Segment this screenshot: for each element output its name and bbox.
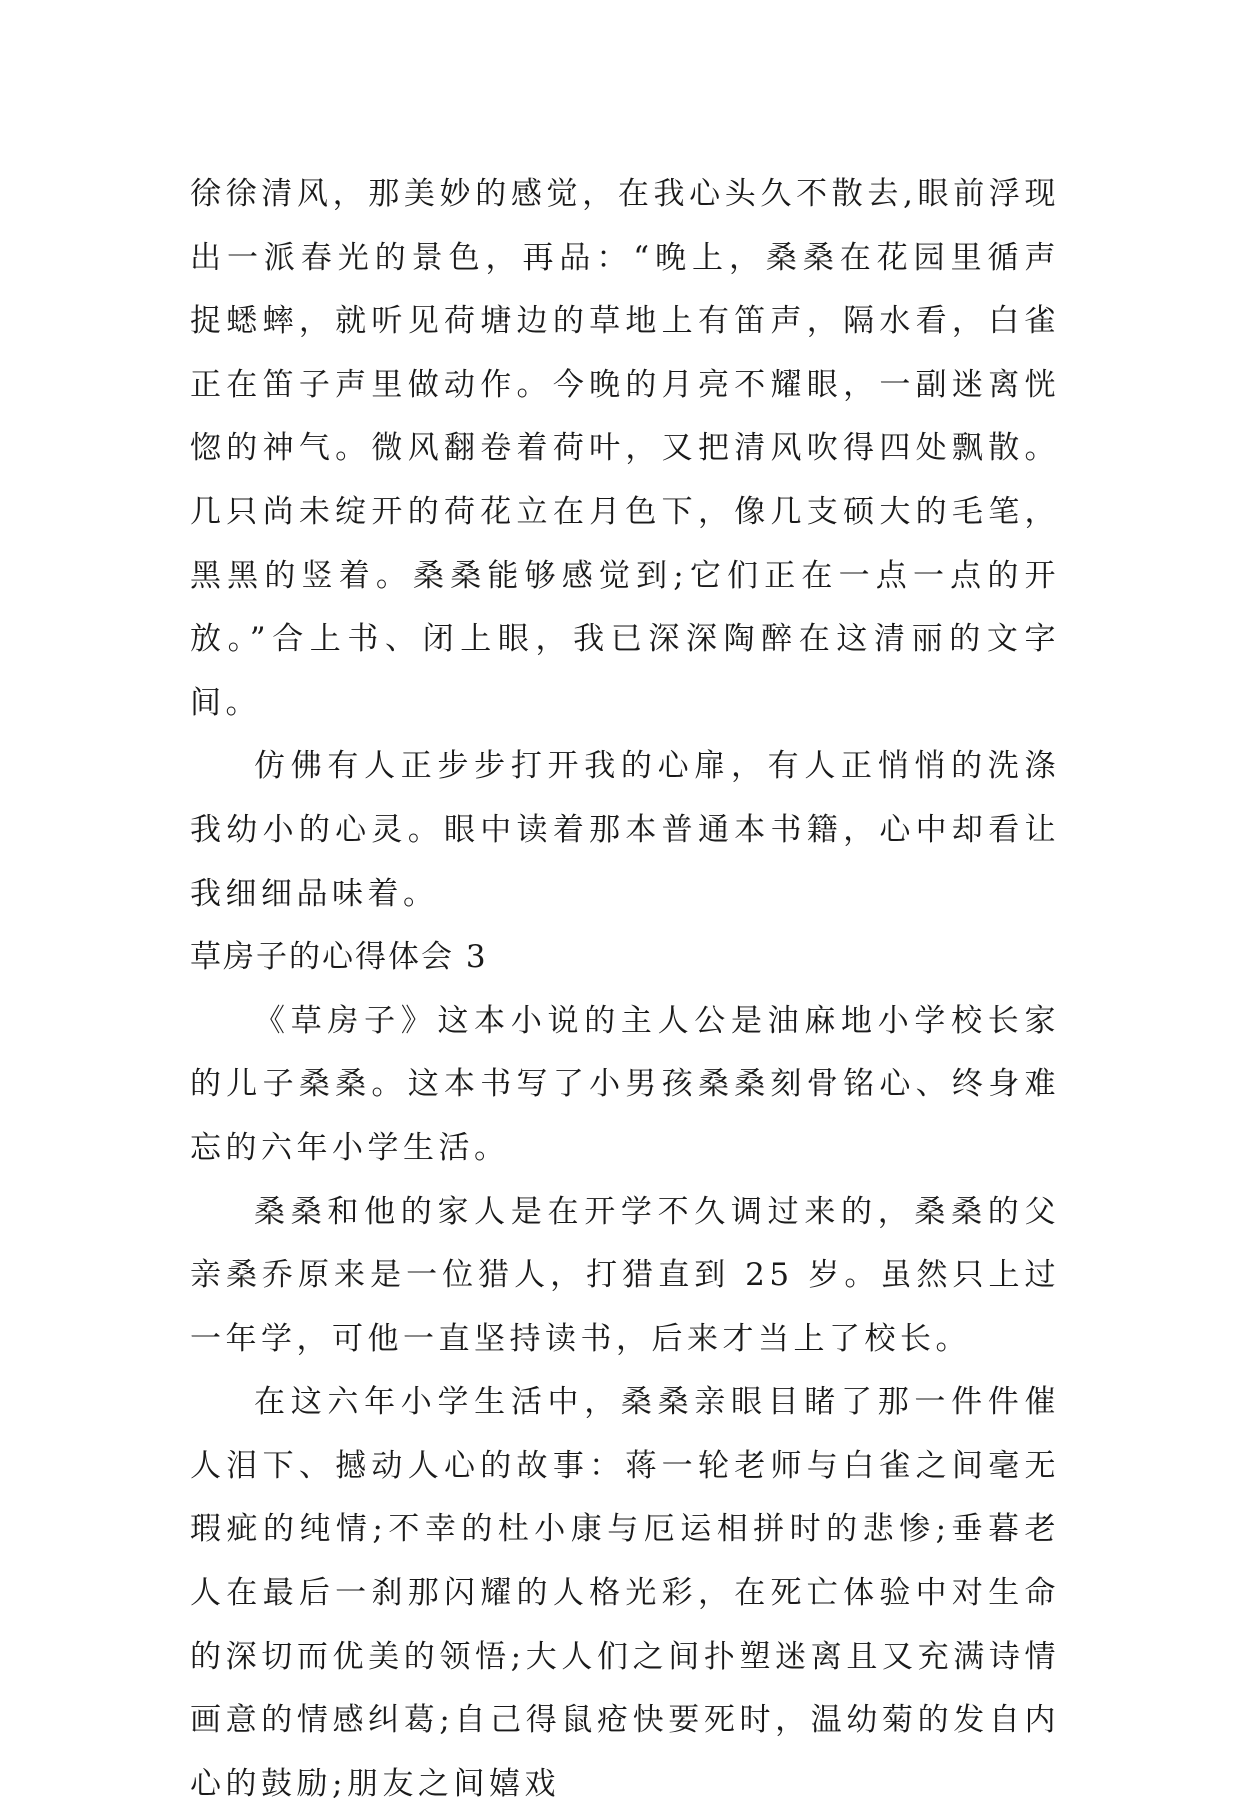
paragraph: 仿佛有人正步步打开我的心扉，有人正悄悄的洗涤我幼小的心灵。眼中读着那本普通本书籍，心中却看让我细细品味着。: [190, 748, 1060, 912]
paragraph: 桑桑和他的家人是在开学不久调过来的，桑桑的父亲桑乔原来是一位猎人，打猎直到 25 岁。虽然只上过一年学，可他一直坚持读书，后来才当上了校长。: [190, 1193, 1060, 1357]
paragraph-continued: 徐徐清风，那美妙的感觉，在我心头久不散去,眼前浮现出一派春光的景色，再品：“晚上，桑桑在花园里循声捉蟋蟀，就听见荷塘边的草地上有笛声，隔水看，白雀正在笛子声里做动作。今晚的月亮不耀眼，一副迷离恍惚的神气。微风翻卷着荷叶，又把清风吹得四处飘散。几只尚未绽开的荷花立在月色下，像几支硕大的毛笔，黑黑的竖着。桑桑能够感觉到;它们正在一点一点的开放。”合上书、闭上眼，我已深深陶醉在这清丽的文字间。: [190, 176, 1060, 721]
document-page: [190, 163, 1060, 1816]
paragraph: 在这六年小学生活中，桑桑亲眼目睹了那一件件催人泪下、撼动人心的故事：蒋一轮老师与白雀之间毫无瑕疵的纯情;不幸的杜小康与厄运相拼时的悲惨;垂暮老人在最后一刹那闪耀的人格光彩，在死亡体验中对生命的深切而优美的领悟;大人们之间扑塑迷离且又充满诗情画意的情感纠葛;自己得鼠疮快要死时，温幼菊的发自内心的鼓励;朋友之间嬉戏: [190, 1384, 1060, 1802]
paragraph: 《草房子》这本小说的主人公是油麻地小学校长家的儿子桑桑。这本书写了小男孩桑桑刻骨铭心、终身难忘的六年小学生活。: [190, 1002, 1060, 1166]
section-title: 草房子的心得体会 3: [190, 939, 488, 976]
